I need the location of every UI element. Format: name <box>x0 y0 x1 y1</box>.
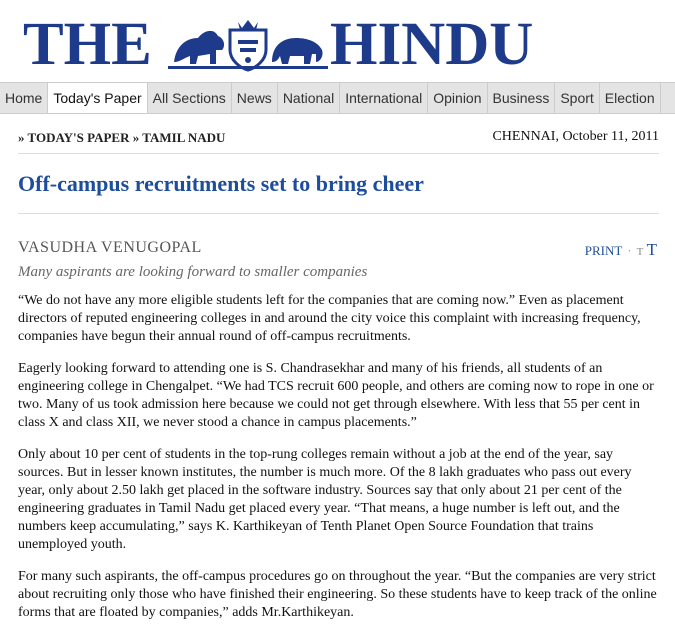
main-nav <box>0 82 675 114</box>
logo-the[interactable]: THE <box>23 11 152 78</box>
dateline: CHENNAI, October 11, 2011 <box>492 129 659 144</box>
article-paragraph: Eagerly looking forward to attending one is S. Chandrasekhar and many of his friends, all students of an engineering college in Chengalpet. “We had TCS recruit 600 people, and others are coming now to rope in one or two. Many of us took admission here because we could not get through elsewhere. With less that 55 per cent in class X and class XII, we never stood a chance in campus placements.” <box>18 361 654 430</box>
nav-todays-paper[interactable]: Today's Paper <box>48 83 147 113</box>
nav-all-sections[interactable]: All Sections <box>148 83 232 113</box>
nav-election[interactable]: Election <box>600 83 661 113</box>
nav-home[interactable]: Home <box>0 83 48 113</box>
nav-international[interactable]: International <box>340 83 428 113</box>
article-paragraph: Only about 10 per cent of students in the top-rung colleges remain without a job at the end of the year, say sources. But in lesser known institutes, the number is much more. Of the 8 lakh graduates who pass out every year, only about 2.50 lakh get placed in the software industry. Sources say that only about 21 per cent of the engineering graduates in Tamil Nadu get placed every year. “That means, a huge number is left out, and the numbers keep accumulating,” says K. Karthikeyan of Tenth Planet Open Source Foundation that trains unemployed youth. <box>18 447 632 552</box>
separator: · <box>627 243 632 258</box>
breadcrumb <box>18 130 225 146</box>
increase-font-button[interactable]: T <box>646 240 657 259</box>
divider <box>18 153 659 154</box>
article-paragraph: “We do not have any more eligible students left for the companies that are coming now.” Even as placement directors of reputed engineering colleges in and around the city voice this complaint with increasing frequency, companies have begun their annual round of off-campus recruitments. <box>18 293 641 344</box>
logo-hindu[interactable]: HINDU <box>330 11 534 78</box>
breadcrumb-tamil-nadu[interactable]: » TAMIL NADU <box>132 130 226 145</box>
divider <box>18 213 659 214</box>
emblem-logo-icon <box>168 16 328 72</box>
article-paragraph: For many such aspirants, the off-campus procedures go on throughout the year. “But the companies are very strict about recruiting only those who have finished their engineering. So these students have to keep track of the online forms that are floated by companies,” adds Mr.Karthikeyan. <box>18 569 657 620</box>
article-body <box>18 292 661 636</box>
nav-national[interactable]: National <box>278 83 340 113</box>
decrease-font-button[interactable]: T <box>636 246 644 258</box>
nav-news[interactable]: News <box>232 83 278 113</box>
article-subhead: Many aspirants are looking forward to smaller companies <box>18 264 368 280</box>
article-headline: Off-campus recruitments set to bring cheer <box>18 171 424 196</box>
masthead <box>0 0 675 82</box>
article-tools <box>585 240 657 260</box>
article-author[interactable]: VASUDHA VENUGOPAL <box>18 239 202 256</box>
nav-sport[interactable]: Sport <box>555 83 599 113</box>
nav-opinion[interactable]: Opinion <box>428 83 487 113</box>
nav-business[interactable]: Business <box>488 83 556 113</box>
print-link[interactable]: PRINT <box>584 243 623 258</box>
breadcrumb-todays-paper[interactable]: » TODAY'S PAPER <box>18 130 130 145</box>
